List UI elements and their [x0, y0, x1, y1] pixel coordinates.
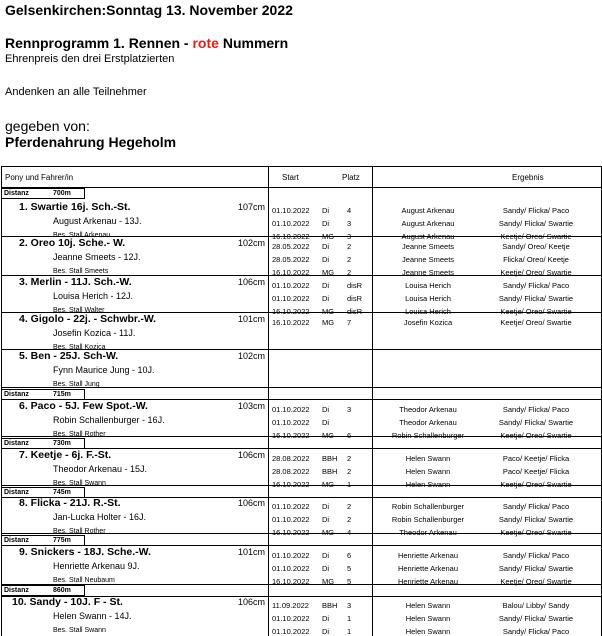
result-driver: Theodor Arkenau — [399, 405, 457, 414]
column-divider-pony — [268, 167, 269, 636]
result-type: MG — [322, 268, 335, 277]
result-place: 1 — [347, 480, 352, 489]
result-type: BBH — [322, 454, 338, 463]
result-place: 5 — [347, 577, 352, 586]
column-header-place: Platz — [342, 173, 360, 182]
page-title: Gelsenkirchen:Sonntag 13. November 2022 — [5, 2, 293, 18]
driver-name: Jan-Lucka Holter - 16J. — [53, 512, 147, 522]
pony-name: 8. Flicka - 21J. R.-St. — [19, 497, 121, 509]
result-placing: Keetje/ Oreo/ Swartie — [500, 577, 572, 586]
result-placing: Keetje/ Oreo/ Swartie — [500, 232, 572, 241]
result-place: disR — [347, 281, 363, 290]
result-place: 3 — [347, 219, 352, 228]
pony-height: 102cm — [238, 351, 266, 361]
result-type: MG — [322, 232, 335, 241]
prize-line-1: Ehrenpreis den drei Erstplatzierten — [5, 53, 175, 65]
result-type: Di — [322, 551, 330, 560]
result-placing: Sandy/ Flicka/ Paco — [502, 281, 570, 290]
result-place: 6 — [347, 431, 352, 440]
result-placing: Sandy/ Flicka/ Paco — [502, 627, 570, 636]
result-placing: Sandy/ Flicka/ Swartie — [498, 515, 574, 524]
distance-row — [2, 188, 85, 199]
result-type: Di — [322, 515, 330, 524]
pony-height: 101cm — [238, 314, 266, 324]
result-date: 01.10.2022 — [272, 564, 310, 573]
distance-label: Distanz — [4, 391, 29, 398]
result-type: Di — [322, 405, 330, 414]
stable-owner: Bes. Stall Neubaum — [53, 577, 115, 584]
result-placing: Keetje/ Oreo/ Swartie — [500, 268, 572, 277]
result-date: 01.10.2022 — [272, 627, 310, 636]
result-driver: Theodor Arkenau — [399, 528, 457, 537]
result-place: 4 — [347, 206, 352, 215]
result-date: 16.10.2022 — [272, 232, 310, 241]
race-title — [5, 35, 288, 51]
distance-value: 775m — [53, 537, 71, 544]
result-place: 1 — [347, 627, 352, 636]
result-type: Di — [322, 502, 330, 511]
result-placing: Keetje/ Oreo/ Swartie — [500, 528, 572, 537]
driver-name: Helen Swann - 14J. — [53, 611, 132, 621]
result-type: MG — [322, 528, 335, 537]
race-title-suffix: Nummern — [222, 35, 289, 51]
distance-label: Distanz — [4, 489, 29, 496]
race-program-table — [1, 166, 602, 636]
pony-name: 3. Merlin - 11J. Sch.-W. — [19, 276, 132, 288]
result-driver: Helen Swann — [405, 601, 451, 610]
pony-height: 106cm — [238, 450, 266, 460]
driver-name: Henriette Arkenau 9J. — [53, 561, 140, 571]
result-date: 11.09.2022 — [272, 601, 309, 610]
driver-name: Josefin Kozica - 11J. — [53, 328, 136, 338]
result-driver: Robin Schallenburger — [391, 431, 465, 440]
sponsor-name: Pferdenahrung Hegeholm — [5, 134, 177, 150]
result-place: 4 — [347, 528, 352, 537]
pony-height: 106cm — [238, 498, 266, 508]
result-placing: Sandy/ Flicka/ Swartie — [498, 564, 574, 573]
race-title-prefix: Rennprogramm 1. Rennen - — [5, 35, 189, 51]
result-date: 01.10.2022 — [272, 515, 310, 524]
result-type: Di — [322, 564, 330, 573]
result-place: 2 — [347, 255, 352, 264]
result-place: 7 — [347, 318, 352, 327]
result-place: 3 — [347, 232, 352, 241]
pony-name: 10. Sandy - 10J. F - St. — [12, 596, 123, 608]
driver-name: August Arkenau - 13J. — [53, 216, 142, 226]
result-place: 3 — [347, 601, 352, 610]
pony-height: 102cm — [238, 238, 266, 248]
result-placing: Keetje/ Oreo/ Swartie — [500, 307, 572, 316]
driver-name: Jeanne Smeets - 12J. — [53, 252, 141, 262]
result-placing: Balou/ Libby/ Sandy — [502, 601, 570, 610]
result-driver: Helen Swann — [405, 480, 451, 489]
result-date: 01.10.2022 — [272, 219, 310, 228]
result-driver: Theodor Arkenau — [399, 418, 457, 427]
result-driver: Jeanne Smeets — [401, 242, 455, 251]
result-driver: Jeanne Smeets — [401, 255, 455, 264]
result-date: 01.10.2022 — [272, 206, 310, 215]
result-driver: Helen Swann — [405, 614, 451, 623]
result-date: 16.10.2022 — [272, 268, 310, 277]
result-date: 16.10.2022 — [272, 431, 310, 440]
column-header-result: Ergebnis — [512, 173, 544, 182]
race-title-red-word: rote — [192, 35, 219, 51]
result-date: 16.10.2022 — [272, 318, 310, 327]
distance-value: 715m — [53, 391, 71, 398]
result-placing: Sandy/ Flicka/ Swartie — [498, 294, 574, 303]
result-placing: Sandy/ Flicka/ Paco — [502, 502, 570, 511]
stable-owner: Bes. Stall Swann — [53, 480, 106, 487]
distance-value: 860m — [53, 587, 71, 594]
result-driver: Robin Schallenburger — [391, 515, 465, 524]
stable-owner: Bes. Stall Jung — [53, 381, 100, 388]
result-driver: Josefin Kozica — [403, 318, 453, 327]
result-type: Di — [322, 281, 330, 290]
result-placing: Paco/ Keetje/ Flicka — [502, 467, 570, 476]
result-place: 3 — [347, 405, 352, 414]
stable-owner: Bes. Stall Rother — [53, 431, 106, 438]
result-placing: Flicka/ Oreo/ Keetje — [503, 255, 569, 264]
distance-value: 700m — [53, 190, 71, 197]
result-place: 1 — [347, 614, 352, 623]
pony-name: 7. Keetje - 6j. F.-St. — [19, 449, 112, 461]
result-type: Di — [322, 219, 330, 228]
result-driver: August Arkenau — [401, 219, 455, 228]
distance-value: 730m — [53, 440, 71, 447]
driver-name: Theodor Arkenau - 15J. — [53, 464, 148, 474]
result-date: 01.10.2022 — [272, 294, 310, 303]
result-driver: Robin Schallenburger — [391, 502, 465, 511]
result-place: 2 — [347, 268, 352, 277]
distance-value: 745m — [53, 489, 71, 496]
distance-label: Distanz — [4, 190, 29, 197]
result-date: 16.10.2022 — [272, 528, 310, 537]
result-date: 16.10.2022 — [272, 480, 310, 489]
stable-owner: Bes. Stall Smeets — [53, 268, 109, 275]
result-driver: Henriette Arkenau — [397, 551, 459, 560]
column-header-pony: Pony und Fahrer/in — [5, 173, 74, 182]
result-place: 2 — [347, 454, 352, 463]
result-date: 28.08.2022 — [272, 454, 310, 463]
result-type: BBH — [322, 467, 338, 476]
distance-label: Distanz — [4, 440, 29, 447]
result-date: 01.10.2022 — [272, 502, 310, 511]
stable-owner: Bes. Stall Walter — [53, 307, 105, 314]
pony-name: 5. Ben - 25J. Sch-W. — [19, 350, 119, 362]
result-driver: August Arkenau — [401, 232, 455, 241]
result-placing: Sandy/ Flicka/ Paco — [502, 551, 570, 560]
result-date: 28.08.2022 — [272, 467, 310, 476]
result-date: 01.10.2022 — [272, 551, 310, 560]
result-placing: Keetje/ Oreo/ Swartie — [500, 480, 572, 489]
row-divider — [2, 187, 601, 188]
distance-row — [2, 585, 85, 596]
result-type: MG — [322, 577, 335, 586]
result-type: Di — [322, 614, 330, 623]
result-driver: Henriette Arkenau — [397, 564, 459, 573]
result-driver: August Arkenau — [401, 206, 455, 215]
result-place: 6 — [347, 551, 352, 560]
result-driver: Helen Swann — [405, 467, 451, 476]
result-placing: Sandy/ Flicka/ Swartie — [498, 418, 574, 427]
result-date: 01.10.2022 — [272, 281, 310, 290]
result-driver: Louisa Herich — [405, 294, 451, 303]
distance-row — [2, 438, 85, 449]
pony-height: 106cm — [238, 597, 266, 607]
result-type: BBH — [322, 601, 338, 610]
driver-name: Louisa Herich - 12J. — [53, 291, 134, 301]
result-driver: Jeanne Smeets — [401, 268, 455, 277]
result-place: 2 — [347, 467, 352, 476]
result-type: Di — [322, 242, 330, 251]
given-by-label: gegeben von: — [5, 118, 90, 134]
result-type: Di — [322, 294, 330, 303]
result-placing: Sandy/ Flicka/ Swartie — [498, 219, 574, 228]
distance-label: Distanz — [4, 587, 29, 594]
result-place: 2 — [347, 502, 352, 511]
result-type: Di — [322, 206, 330, 215]
result-placing: Sandy/ Flicka/ Swartie — [498, 614, 574, 623]
result-type: Di — [322, 255, 330, 264]
result-placing: Keetje/ Oreo/ Swartie — [500, 318, 572, 327]
result-driver: Helen Swann — [405, 454, 451, 463]
result-place: disR — [347, 294, 363, 303]
result-placing: Paco/ Keetje/ Flicka — [502, 454, 570, 463]
result-place: 5 — [347, 564, 352, 573]
prize-line-2: Andenken an alle Teilnehmer — [5, 86, 147, 98]
pony-height: 101cm — [238, 547, 266, 557]
result-driver: Henriette Arkenau — [397, 577, 459, 586]
stable-owner: Bes. Stall Swann — [53, 627, 106, 634]
result-type: Di — [322, 627, 330, 636]
distance-label: Distanz — [4, 537, 29, 544]
pony-height: 103cm — [238, 401, 266, 411]
result-driver: Louisa Herich — [405, 281, 451, 290]
result-date: 01.10.2022 — [272, 614, 310, 623]
pony-name: 6. Paco - 5J. Few Spot.-W. — [19, 400, 148, 412]
driver-name: Fynn Maurice Jung - 10J. — [53, 365, 155, 375]
result-date: 28.05.2022 — [272, 242, 310, 251]
result-placing: Sandy/ Oreo/ Keetje — [502, 242, 570, 251]
result-type: MG — [322, 431, 335, 440]
result-place: 2 — [347, 242, 352, 251]
stable-owner: Bes. Stall Rother — [53, 528, 106, 535]
distance-row — [2, 535, 85, 546]
result-date: 01.10.2022 — [272, 405, 310, 414]
pony-name: 9. Snickers - 18J. Sche.-W. — [19, 546, 151, 558]
pony-height: 106cm — [238, 277, 266, 287]
result-placing: Keetje/ Oreo/ Swartie — [500, 431, 572, 440]
result-type: MG — [322, 480, 335, 489]
result-type: Di — [322, 418, 330, 427]
result-date: 01.10.2022 — [272, 418, 310, 427]
column-header-start: Start — [282, 173, 299, 182]
pony-name: 2. Oreo 10j. Sche.- W. — [19, 237, 126, 249]
pony-name: 1. Swartie 16j. Sch.-St. — [19, 201, 131, 213]
result-type: MG — [322, 318, 335, 327]
result-date: 16.10.2022 — [272, 307, 310, 316]
result-date: 16.10.2022 — [272, 577, 310, 586]
stable-owner: Bes. Stall Arkenau — [53, 232, 111, 239]
result-placing: Sandy/ Flicka/ Paco — [502, 405, 570, 414]
result-place: disR — [347, 307, 363, 316]
result-driver: Louisa Herich — [405, 307, 451, 316]
stable-owner: Bes. Stall Kozica — [53, 344, 106, 351]
pony-height: 107cm — [238, 202, 266, 212]
distance-row — [2, 389, 85, 400]
result-driver: Helen Swann — [405, 627, 451, 636]
result-date: 28.05.2022 — [272, 255, 310, 264]
result-place: 2 — [347, 515, 352, 524]
driver-name: Robin Schallenburger - 16J. — [53, 415, 165, 425]
result-placing: Sandy/ Flicka/ Paco — [502, 206, 570, 215]
result-type: MG — [322, 307, 335, 316]
pony-name: 4. Gigolo - 22j. - Schwbr.-W. — [19, 313, 157, 325]
